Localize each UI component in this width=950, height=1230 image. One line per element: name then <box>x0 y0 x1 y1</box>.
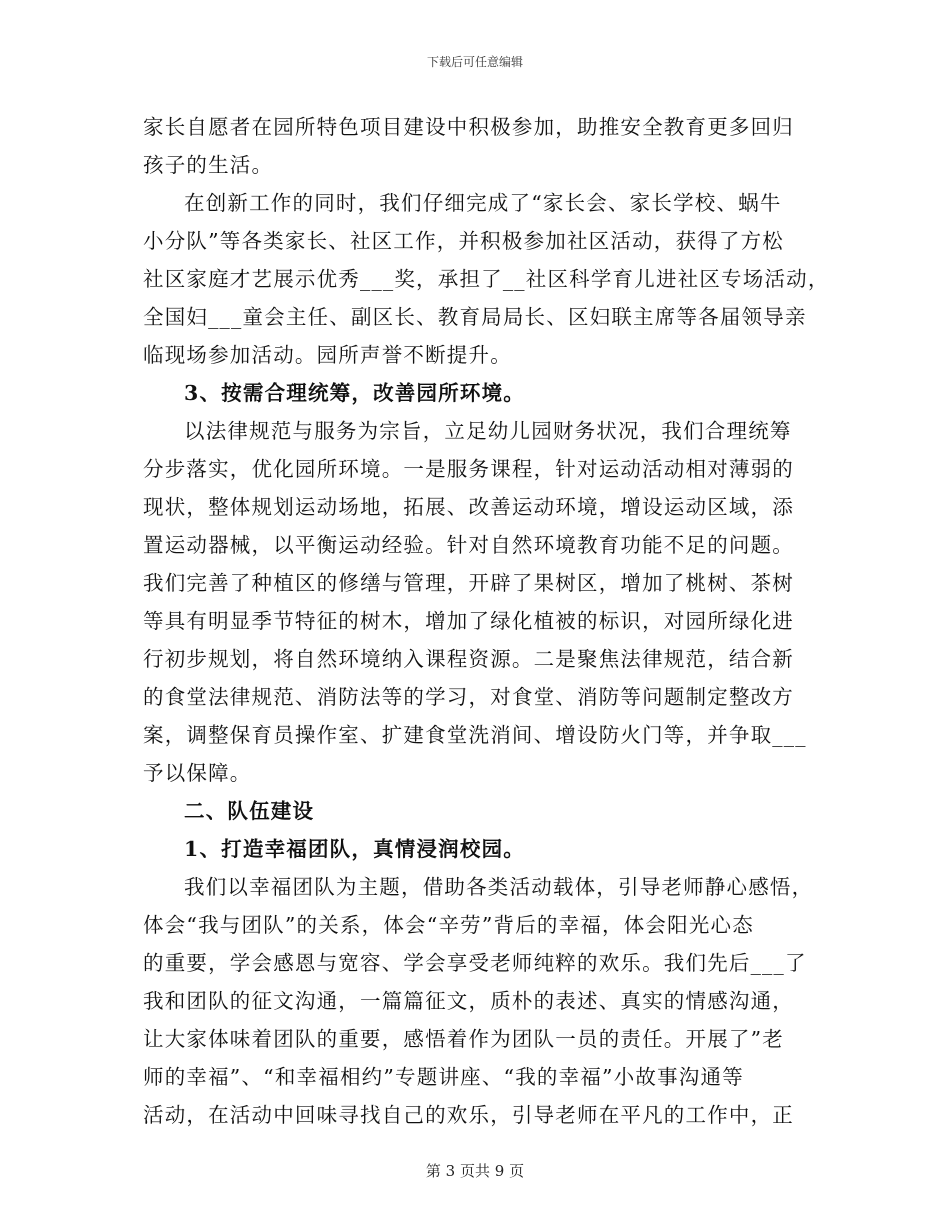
body-line: 体会“我与团队”的关系，体会“辛劳”背后的幸福，体会阳光心态 <box>143 913 754 937</box>
body-line: 全国妇___童会主任、副区长、教育局局长、区妇联主席等各届领导亲 <box>143 305 807 329</box>
body-line: 小分队”等各类家长、社区工作，并积极参加社区活动，获得了方松 <box>143 229 784 253</box>
body-line: 现状，整体规划运动场地，拓展、改善运动环境，增设运动区域，添 <box>143 495 794 519</box>
page-header: 下载后可任意编辑 <box>426 55 523 69</box>
body-line: 案，调整保育员操作室、扩建食堂洗消间、增设防火门等，并争取___ <box>143 723 807 747</box>
body-line: 社区家庭才艺展示优秀___奖，承担了__社区科学育儿进社区专场活动， <box>143 267 830 291</box>
section-heading: 1、打造幸福团队，真情浸润校园。 <box>184 837 525 861</box>
body-line: 置运动器械，以平衡运动经验。针对自然环境教育功能不足的问题。 <box>143 533 794 557</box>
body-line: 我和团队的征文沟通，一篇篇征文，质朴的表述、真实的情感沟通， <box>143 989 794 1013</box>
body-line: 临现场参加活动。园所声誉不断提升。 <box>143 343 512 367</box>
section-heading: 3、按需合理统筹，改善园所环境。 <box>184 381 525 405</box>
body-line: 让大家体味着团队的重要，感悟着作为团队一员的责任。开展了”老 <box>143 1027 784 1051</box>
chapter-heading: 二、队伍建设 <box>184 799 315 823</box>
body-line: 我们完善了种植区的修缮与管理，开辟了果树区，增加了桃树、茶树 <box>143 571 794 595</box>
body-line: 等具有明显季节特征的树木，增加了绿化植被的标识，对园所绿化进 <box>143 609 794 633</box>
body-line: 的重要，学会感恩与宽容、学会享受老师纯粹的欢乐。我们先后___了 <box>143 951 807 975</box>
body-line: 以法律规范与服务为宗旨，立足幼儿园财务状况，我们合理统筹 <box>184 419 792 443</box>
body-line: 活动，在活动中回味寻找自己的欢乐，引导老师在平凡的工作中，正 <box>143 1103 794 1127</box>
page-number: 第 3 页共 9 页 <box>425 1162 525 1180</box>
body-line: 孩子的生活。 <box>143 153 274 177</box>
body-line: 家长自愿者在园所特色项目建设中积极参加，助推安全教育更多回归 <box>143 115 794 139</box>
body-line: 的食堂法律规范、消防法等的学习，对食堂、消防等问题制定整改方 <box>143 685 794 709</box>
body-line: 予以保障。 <box>143 761 252 785</box>
body-line: 我们以幸福团队为主题，借助各类活动载体，引导老师静心感悟， <box>184 875 814 899</box>
body-line: 在创新工作的同时，我们仔细完成了“家长会、家长学校、蜗牛 <box>184 191 782 215</box>
document-body <box>143 108 830 1134</box>
body-line: 分步落实，优化园所环境。一是服务课程，针对运动活动相对薄弱的 <box>143 457 794 481</box>
body-line: 行初步规划，将自然环境纳入课程资源。二是聚焦法律规范，结合新 <box>143 647 794 671</box>
body-line: 师的幸福”、“和幸福相约”专题讲座、“我的幸福”小故事沟通等 <box>143 1065 744 1089</box>
